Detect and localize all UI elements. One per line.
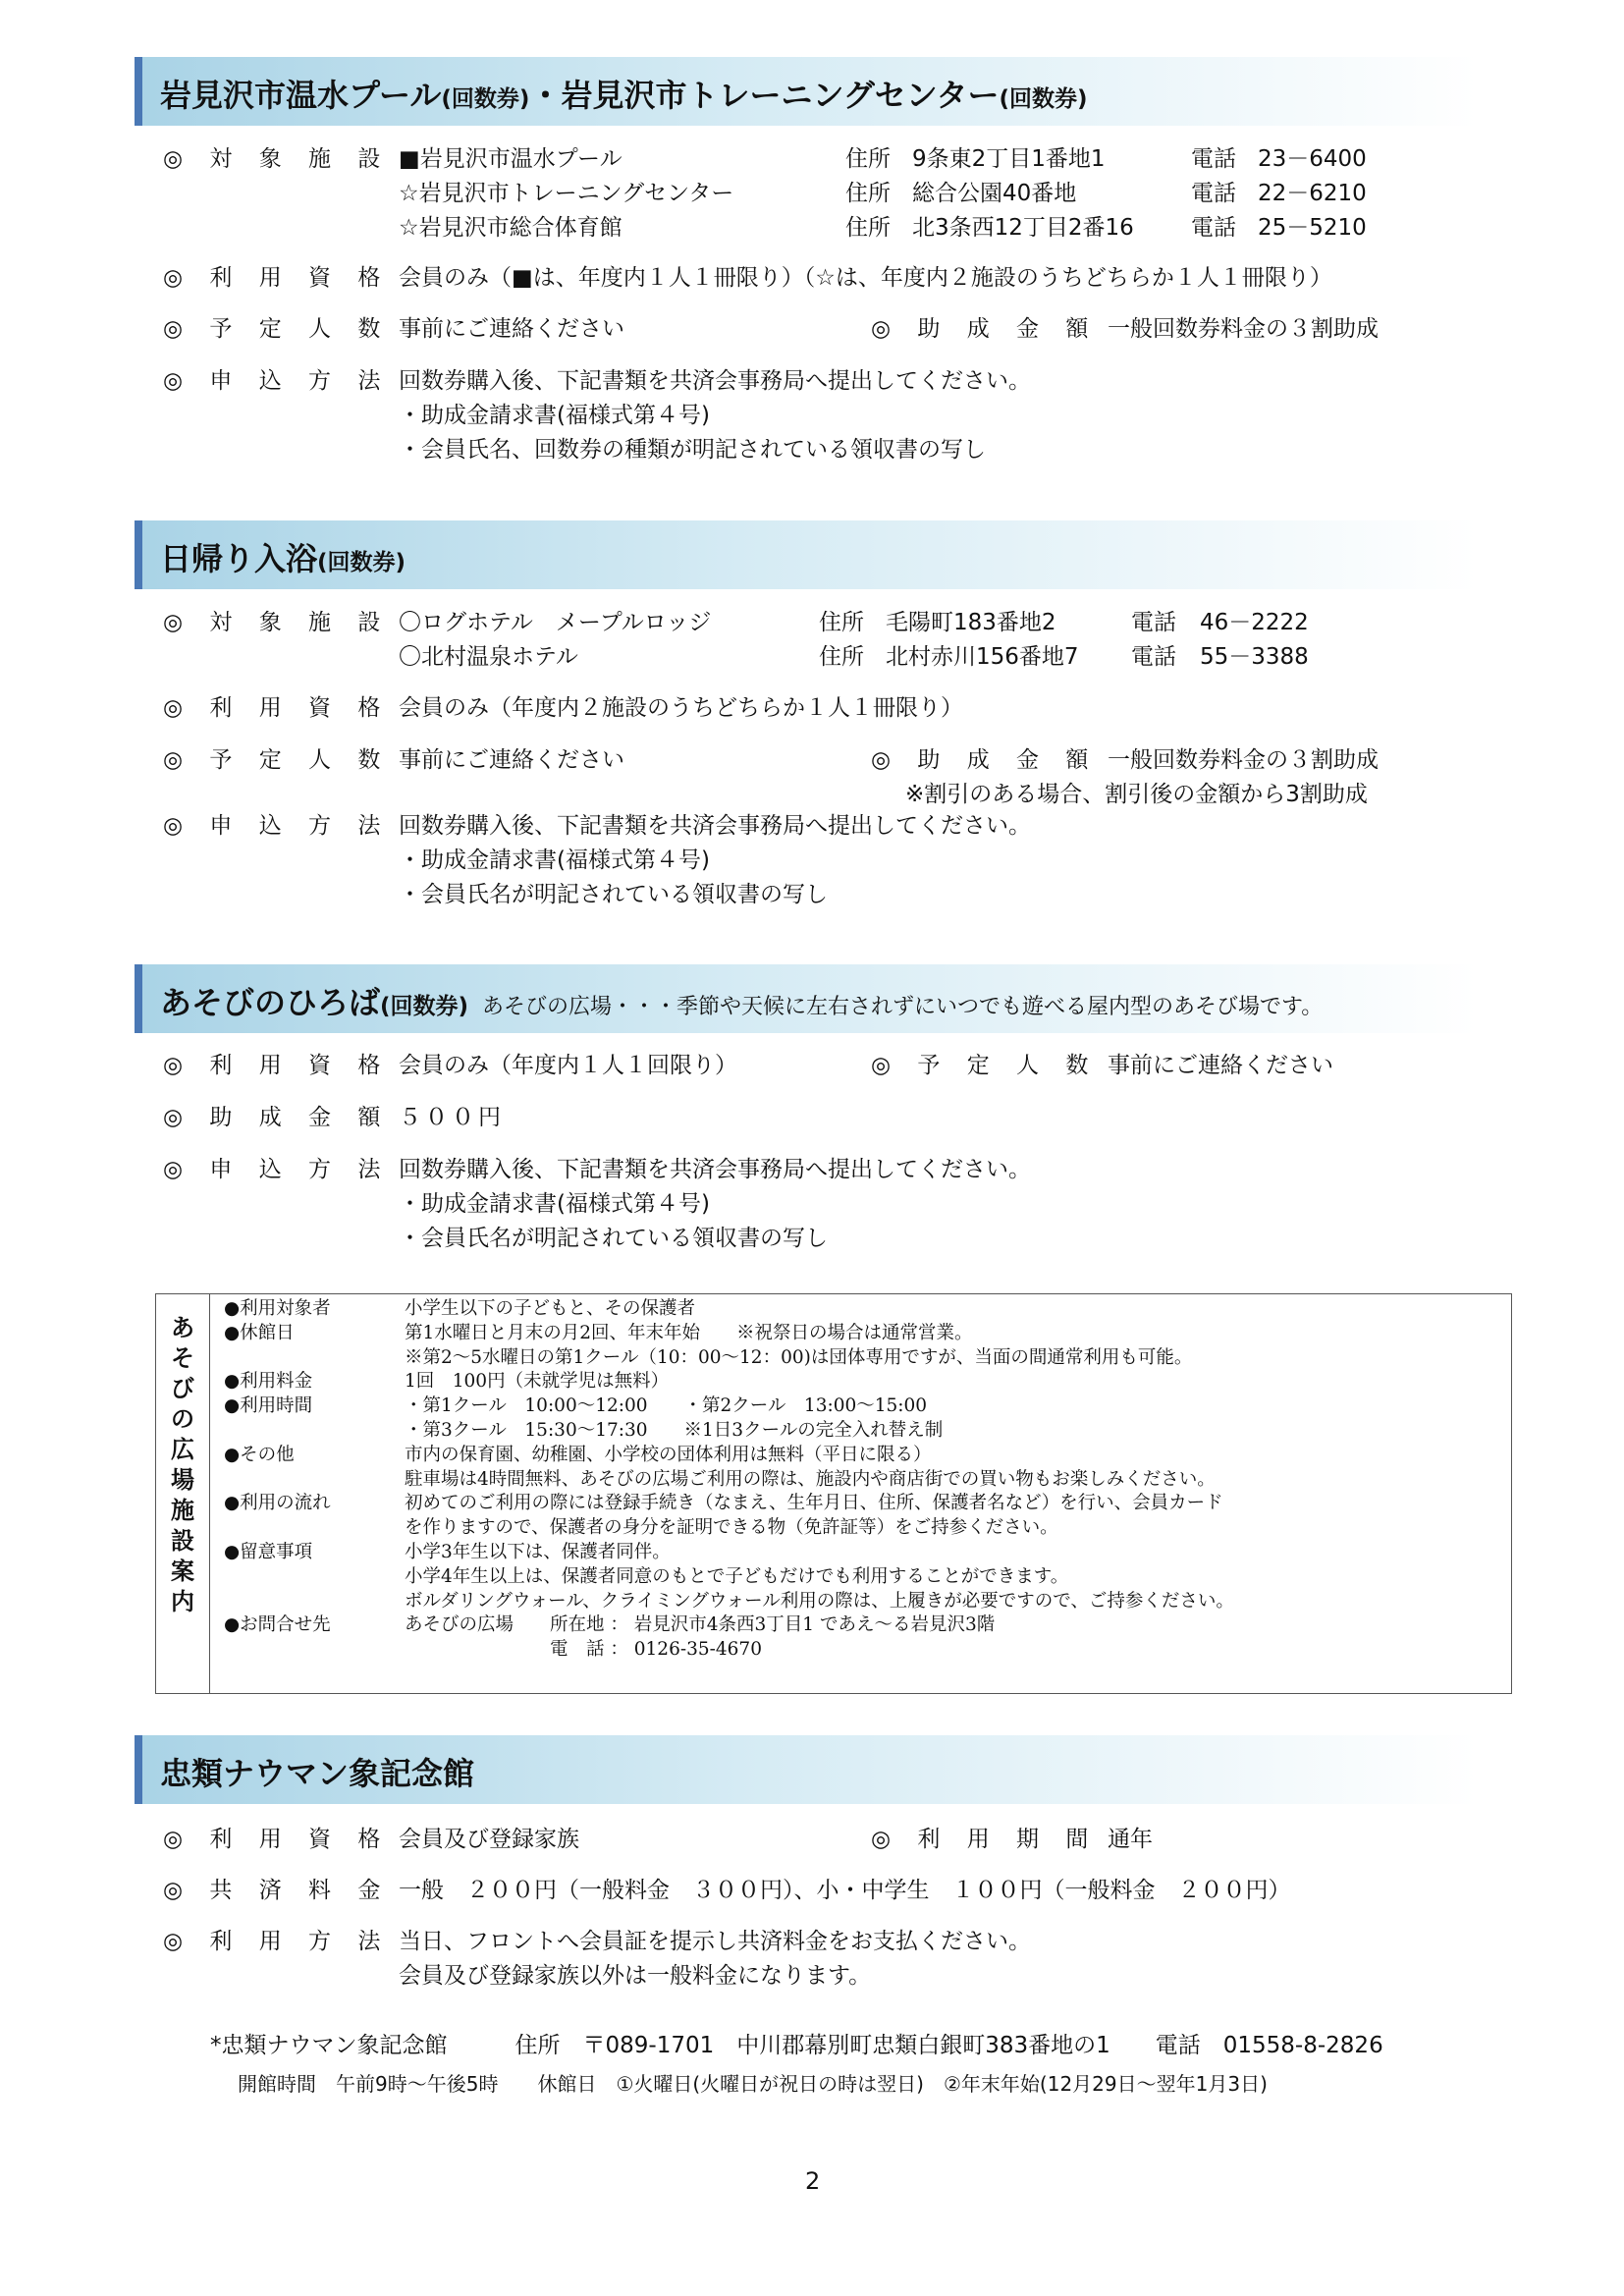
usage-method: 当日、フロントへ会員証を提示し共済料金をお支払ください。 [399,1929,1031,1954]
usage-method: 会員及び登録家族以外は一般料金になります。 [399,1963,872,1989]
info-value: 第1水曜日と月末の月2回、年末年始 ※祝祭日の場合は通常営業。 [405,1323,973,1343]
label-period: ◎ 利 用 期 間 [871,1827,1099,1852]
info-key: ●利用料金 [224,1371,313,1392]
facility-address: 総合公園40番地 [912,181,1077,206]
header-accent-bar [135,1735,142,1804]
info-value: ・第1クール 10:00～12:00 ・第2クール 13:00～15:00 [405,1395,928,1416]
info-value: 小学4年生以上は、保護者同意のもとで子どもだけでも利用することができます。 [405,1566,1069,1587]
address-label: 住所 [845,181,891,206]
section-header-pool [135,57,1478,126]
facility-name: ■岩見沢市温水プール [399,146,623,172]
apply-method: 回数券購入後、下記書類を共済会事務局へ提出してください。 [399,1157,1031,1182]
apply-method: 回数券購入後、下記書類を共済会事務局へ提出してください。 [399,813,1031,839]
apply-method: 回数券購入後、下記書類を共済会事務局へ提出してください。 [399,368,1031,394]
facility-address: 北3条西12丁目2番16 [912,215,1134,241]
label-facility: ◎ 対 象 施 設 [163,610,391,635]
section-title: あそびのひろば(回数券) あそびの広場・・・季節や天候に左右されずにいつでも遊べる屋内型のあそび場です。 [160,984,1324,1021]
required-document: ・会員氏名が明記されている領収書の写し [399,1226,828,1251]
address-label: 住所 [819,644,864,670]
info-key: ●休館日 [224,1323,295,1343]
info-value: ・第3クール 15:30～17:30 ※1日3クールの完全入れ替え制 [405,1420,944,1441]
required-document: ・助成金請求書(福様式第４号) [399,1191,710,1217]
address-label: 住所 [845,215,891,241]
address-label: 住所 [845,146,891,172]
info-key: ●利用の流れ [224,1493,331,1513]
facility-name: ☆岩見沢市総合体育館 [399,215,623,241]
info-key: ●留意事項 [224,1542,313,1562]
qualification: 会員のみ（■は、年度内１人１冊限り）（☆は、年度内２施設のうちどちらか１人１冊限り） [399,265,1332,291]
info-value: 電 話 ： 0126-35-4670 [405,1639,762,1660]
required-document: ・助成金請求書(福様式第４号) [399,847,710,873]
label-qualification: ◎ 利 用 資 格 [163,695,391,721]
required-document: ・会員氏名、回数券の種類が明記されている領収書の写し [399,437,986,463]
label-apply-method: ◎ 申 込 方 法 [163,1157,391,1182]
tel-label: 電話 [1191,181,1236,206]
facility-tel: 22－6210 [1258,181,1367,206]
facility-address: 北村赤川156番地7 [886,644,1079,670]
info-box-sidebar [156,1294,210,1693]
info-key: ●その他 [224,1445,295,1465]
label-planned-count: ◎ 予 定 人 数 [163,316,391,342]
museum-address-line: *忠類ナウマン象記念館 住所 〒089-1701 中川郡幕別町忠類白銀町383番地の1 電話 01558-8-2826 [210,2033,1383,2058]
info-value: ボルダリングウォール、クライミングウォール利用の際は、上履きが必要ですので、ご持参ください。 [405,1591,1234,1612]
qualification: 会員のみ（年度内１人１回限り） [399,1053,737,1078]
required-document: ・助成金請求書(福様式第４号) [399,403,710,428]
section-title: 岩見沢市温水プール(回数券)・岩見沢市トレーニングセンター(回数券) [160,77,1088,114]
tel-label: 電話 [1131,610,1176,635]
facility-tel: 23－6400 [1258,146,1367,172]
info-value: あそびの広場 所在地 ： 岩見沢市4条西3丁目1 であえ～る岩見沢3階 [405,1614,996,1635]
facility-name: ☆岩見沢市トレーニングセンター [399,181,734,206]
planned-count: 事前にご連絡ください [399,316,624,342]
info-value: 市内の保育園、幼稚園、小学校の団体利用は無料（平日に限る） [405,1445,932,1465]
label-usage-method: ◎ 利 用 方 法 [163,1929,391,1954]
header-accent-bar [135,520,142,589]
tel-label: 電話 [1131,644,1176,670]
label-apply-method: ◎ 申 込 方 法 [163,368,391,394]
info-key: ●利用時間 [224,1395,313,1416]
facility-tel: 46－2222 [1200,610,1309,635]
info-key: ●お問合せ先 [224,1614,331,1635]
facility-tel: 55－3388 [1200,644,1309,670]
header-accent-bar [135,964,142,1033]
subsidy-note: ※割引のある場合、割引後の金額から3割助成 [905,782,1368,807]
label-subsidy: ◎ 助 成 金 額 [871,316,1099,342]
label-subsidy: ◎ 助 成 金 額 [163,1105,391,1130]
label-facility: ◎ 対 象 施 設 [163,146,391,172]
section-header-playground [135,964,1478,1033]
required-document: ・会員氏名が明記されている領収書の写し [399,882,828,907]
subsidy-amount: 一般回数券料金の３割助成 [1108,316,1379,342]
qualification: 会員及び登録家族 [399,1827,579,1852]
label-fee: ◎ 共 済 料 金 [163,1878,391,1903]
info-box-side-title: あそびの広場施設案内 [171,1313,194,1615]
planned-count: 事前にご連絡ください [1108,1053,1333,1078]
info-key: ●利用対象者 [224,1298,331,1319]
label-planned-count: ◎ 予 定 人 数 [163,747,391,773]
tel-label: 電話 [1191,215,1236,241]
section-title: 忠類ナウマン象記念館 [160,1755,475,1792]
section-title: 日帰り入浴(回数券) [160,540,406,577]
info-value: 小学3年生以下は、保護者同伴。 [405,1542,671,1562]
label-qualification: ◎ 利 用 資 格 [163,1053,391,1078]
facility-address: 毛陽町183番地2 [886,610,1056,635]
section-header-bath [135,520,1478,589]
label-subsidy: ◎ 助 成 金 額 [871,747,1099,773]
facility-name: 〇ログホテル メープルロッジ [399,610,712,635]
label-qualification: ◎ 利 用 資 格 [163,1827,391,1852]
qualification: 会員のみ（年度内２施設のうちどちらか１人１冊限り） [399,695,963,721]
info-value: 1回 100円（未就学児は無料） [405,1371,670,1392]
tel-label: 電話 [1191,146,1236,172]
address-label: 住所 [819,610,864,635]
page-number: 2 [805,2167,821,2195]
subsidy-amount: ５００円 [399,1105,505,1130]
info-value: 駐車場は4時間無料、あそびの広場ご利用の際は、施設内や商店街での買い物もお楽しみください。 [405,1469,1216,1490]
facility-tel: 25－5210 [1258,215,1367,241]
info-value: を作りますので、保護者の身分を証明できる物（免許証等）をご持参ください。 [405,1517,1058,1538]
header-accent-bar [135,57,142,126]
info-value: 小学生以下の子どもと、その保護者 [405,1298,696,1319]
label-planned-count: ◎ 予 定 人 数 [871,1053,1099,1078]
label-apply-method: ◎ 申 込 方 法 [163,813,391,839]
usage-period: 通年 [1108,1827,1153,1852]
museum-hours-line: 開館時間 午前9時～午後5時 休館日 ①火曜日(火曜日が祝日の時は翌日) ②年末年始(12月29日～翌年1月3日) [238,2072,1268,2096]
subsidy-amount: 一般回数券料金の３割助成 [1108,747,1379,773]
mutual-aid-fee: 一般 ２００円（一般料金 ３００円）、小・中学生 １００円（一般料金 ２００円） [399,1878,1291,1903]
info-value: 初めてのご利用の際には登録手続き（なまえ、生年月日、住所、保護者名など）を行い、会員カード [405,1493,1223,1513]
section-header-museum [135,1735,1478,1804]
planned-count: 事前にご連絡ください [399,747,624,773]
info-value: ※第2～5水曜日の第1クール（10：00～12：00)は団体専用ですが、当面の間通常利用も可能。 [405,1347,1193,1368]
label-qualification: ◎ 利 用 資 格 [163,265,391,291]
facility-name: 〇北村温泉ホテル [399,644,578,670]
facility-address: 9条東2丁目1番地1 [912,146,1106,172]
